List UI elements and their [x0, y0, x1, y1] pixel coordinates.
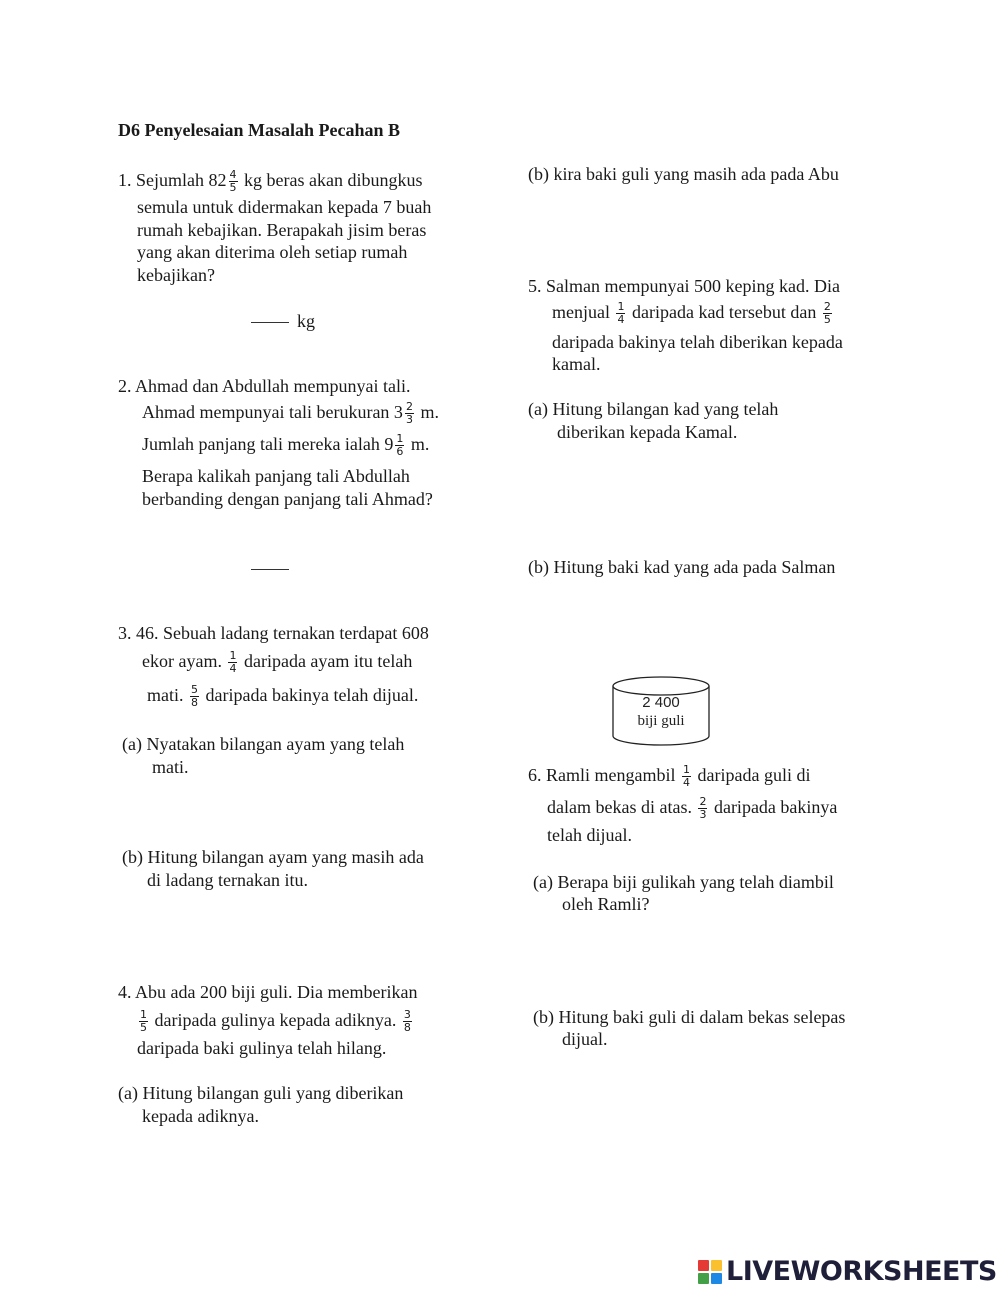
- q5b-line: (b) Hitung baki kad yang ada pada Salman: [528, 557, 836, 577]
- fraction: $\frac{1}{4}$: [229, 649, 237, 676]
- q6-line2: dalam bekas di atas. $\frac{2}{3}$ daripada bakinya: [547, 795, 838, 822]
- q6-line3: telah dijual.: [547, 825, 632, 845]
- q4-line3: daripada baki gulinya telah hilang.: [137, 1038, 387, 1058]
- q5-line1: 5. Salman mempunyai 500 keping kad. Dia: [528, 276, 840, 296]
- q2-line3: Jumlah panjang tali mereka ialah 9 $\frac{1}{6}$ m.: [142, 432, 430, 459]
- q5a-line2: diberikan kepada Kamal.: [557, 422, 738, 442]
- q4-line1: 4. Abu ada 200 biji guli. Dia memberikan: [118, 982, 418, 1002]
- q6a-line2: oleh Ramli?: [562, 894, 650, 914]
- q1-answer[interactable]: [251, 310, 315, 332]
- jar-label: [612, 694, 710, 730]
- q3-line2: ekor ayam. $\frac{1}{4}$ daripada ayam itu telah: [142, 649, 413, 676]
- q5-line3: daripada bakinya telah diberikan kepada: [552, 332, 843, 352]
- q2-line1: 2. Ahmad dan Abdullah mempunyai tali.: [118, 376, 411, 396]
- q5-line2: menjual $\frac{1}{4}$ daripada kad tersebut dan $\frac{2}{5}$: [552, 300, 831, 327]
- fraction: $\frac{1}{4}$: [617, 300, 625, 327]
- fraction: $\frac{1}{4}$: [682, 763, 690, 790]
- fraction: $\frac{2}{3}$: [405, 400, 413, 427]
- fraction: $\frac{2}{3}$: [699, 795, 707, 822]
- logo-icon: [698, 1260, 722, 1284]
- unit-label: kg: [297, 311, 315, 331]
- q4a-line2: kepada adiknya.: [142, 1106, 259, 1126]
- jar-unit: biji guli: [637, 713, 685, 729]
- q6a-line1: (a) Berapa biji gulikah yang telah diambil: [533, 872, 834, 892]
- fraction: $\frac{1}{5}$: [140, 1008, 147, 1035]
- q1-line5: kebajikan?: [137, 265, 215, 285]
- q1-line2: semula untuk didermakan kepada 7 buah: [137, 197, 432, 217]
- q2-answer[interactable]: [251, 557, 297, 579]
- q5a-line1: (a) Hitung bilangan kad yang telah: [528, 399, 779, 419]
- q4a-line1: (a) Hitung bilangan guli yang diberikan: [118, 1083, 404, 1103]
- q6-line1: 6. Ramli mengambil $\frac{1}{4}$ daripada guli di: [528, 763, 811, 790]
- liveworksheets-logo[interactable]: [698, 1256, 997, 1287]
- q3b-line1: (b) Hitung bilangan ayam yang masih ada: [122, 847, 424, 867]
- q2-line4: Berapa kalikah panjang tali Abdullah: [142, 466, 410, 486]
- q2-line5: berbanding dengan panjang tali Ahmad?: [142, 489, 433, 509]
- q3a-line2: mati.: [152, 757, 189, 777]
- fraction: $\frac{1}{6}$: [396, 432, 404, 459]
- answer-blank: [251, 569, 289, 570]
- q2-line2: Ahmad mempunyai tali berukuran 3 $\frac{2}{3}$ m.: [142, 400, 439, 427]
- q3b-line2: di ladang ternakan itu.: [147, 870, 308, 890]
- q6b-line2: dijual.: [562, 1029, 608, 1049]
- q1-line3: rumah kebajikan. Berapakah jisim beras: [137, 220, 427, 240]
- q3-line3: mati. $\frac{5}{8}$ daripada bakinya telah dijual.: [147, 683, 419, 710]
- q4-line2: $\frac{1}{5}$ daripada gulinya kepada adiknya. $\frac{3}{8}$: [140, 1008, 411, 1035]
- q3a-line1: (a) Nyatakan bilangan ayam yang telah: [122, 734, 405, 754]
- fraction: $\frac{4}{5}$: [229, 168, 237, 195]
- jar-count: 2 400: [642, 694, 680, 711]
- q4b-line: (b) kira baki guli yang masih ada pada Abu: [528, 164, 839, 184]
- q6b-line1: (b) Hitung baki guli di dalam bekas selepas: [533, 1007, 846, 1027]
- fraction: $\frac{2}{5}$: [823, 300, 831, 327]
- fraction: $\frac{5}{8}$: [191, 683, 198, 710]
- q3-line1: 3. 46. Sebuah ladang ternakan terdapat 608: [118, 623, 429, 643]
- fraction: $\frac{3}{8}$: [403, 1008, 411, 1035]
- page-title: D6 Penyelesaian Masalah Pecahan B: [118, 120, 400, 140]
- q1-line1: 1. Sejumlah 82 $\frac{4}{5}$ kg beras akan dibungkus: [118, 168, 423, 195]
- q1-line4: yang akan diterima oleh setiap rumah: [137, 242, 408, 262]
- logo-text: LIVEWORKSHEETS: [726, 1256, 997, 1287]
- q5-line4: kamal.: [552, 354, 601, 374]
- answer-blank: [251, 322, 289, 323]
